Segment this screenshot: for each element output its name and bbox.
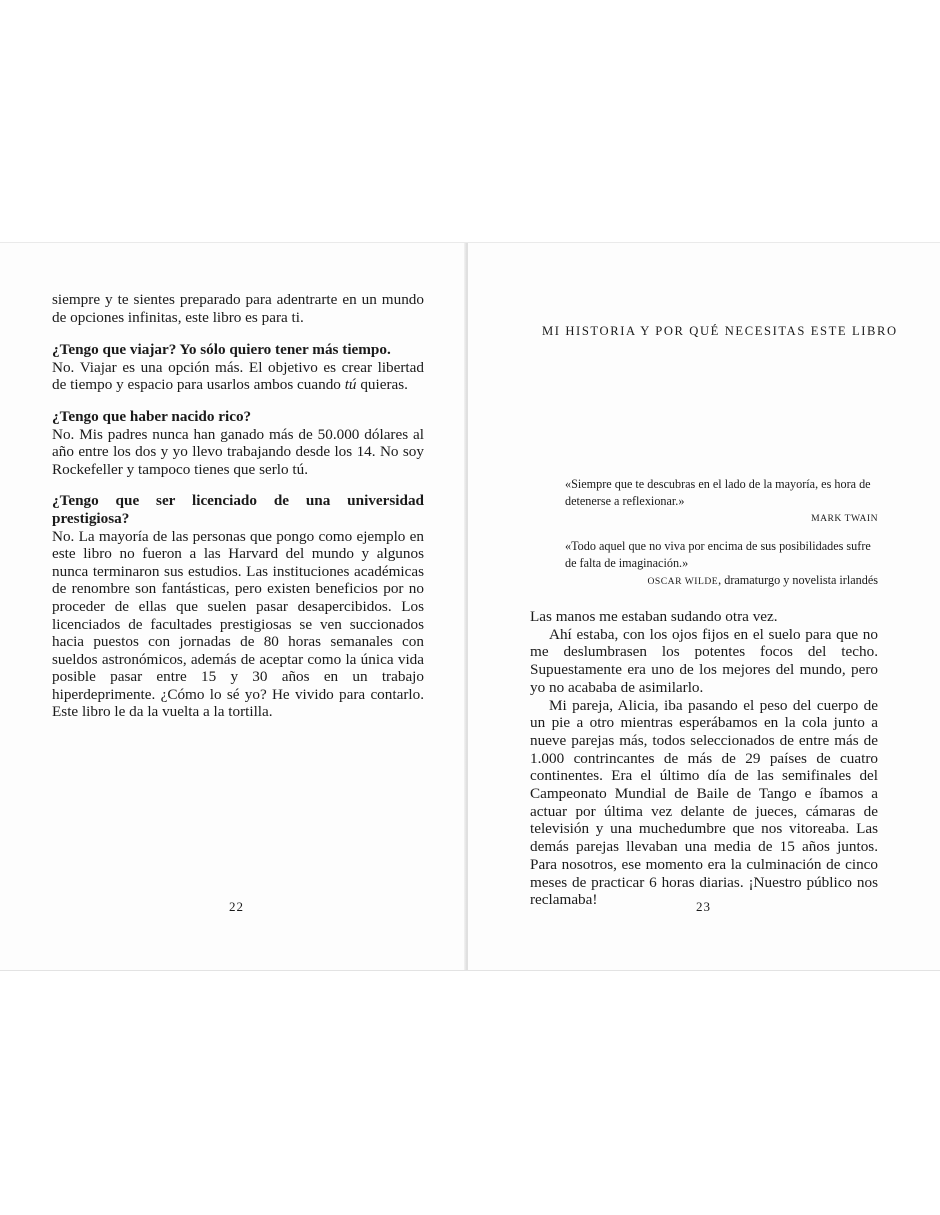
page-number: 23 [696, 899, 711, 914]
faq-question: ¿Tengo que haber nacido rico? [52, 407, 252, 425]
faq-answer-part: quieras. [356, 376, 408, 394]
quote-author-description: , dramaturgo y novelista irlandés [718, 573, 878, 587]
quote-attribution [565, 510, 878, 527]
right-page [468, 243, 940, 970]
faq-answer: No. Mis padres nunca han ganado más de 50.000 dólares al año entre los dos y yo llevo trabajando desde los 14. No soy Rockefeller y tampoco tienes que serlo tú. [52, 425, 424, 478]
epigraph-quote [565, 476, 878, 527]
quote-text: «Siempre que te descubras en el lado de la mayoría, es hora de detenerse a reflexionar.» [565, 477, 871, 508]
faq-answer [52, 359, 424, 394]
intro-paragraph: siempre y te sientes preparado para adentrarte en un mundo de opciones infinitas, este libro es para ti. [52, 291, 424, 326]
faq-answer-part: No. Viajar es una opción más. El objetivo es crear libertad de tiempo y espacio para usarlos ambos cuando [52, 358, 424, 394]
epigraph-quote [565, 538, 878, 590]
faq-question: ¿Tengo que viajar? Yo sólo quiero tener más tiempo. [52, 341, 391, 359]
body-paragraph: Las manos me estaban sudando otra vez. [530, 608, 778, 625]
body-paragraph: Ahí estaba, con los ojos fijos en el suelo para que no me deslumbrasen los potentes focos del techo. Supuestamente era uno de los mejores del mundo, pero yo no acababa de asimilarlo. [530, 625, 878, 696]
faq-question: ¿Tengo que ser licenciado de una universidad prestigiosa? [52, 492, 424, 527]
faq-answer: No. La mayoría de las personas que pongo como ejemplo en este libro no fueron a las Harvard del mundo y algunos nunca terminaron sus estudios. Las instituciones académicas de renombre son fantásticas, pero existen beneficios por no proceder de ellas que suelen pasar desapercibidos. Los licenciados de facultades prestigiosas se ven succionados hacia puestos con jornadas de 80 horas semanales con sueldos astronómicos, además de aceptar como la única vida posible pasar entre 15 y 30 años en un trabajo hiperdeprimente. ¿Cómo lo sé yo? He vivido para contarlo. Este libro le da la vuelta a la tortilla. [52, 527, 424, 721]
quote-text: «Todo aquel que no viva por encima de sus posibilidades sufre de falta de imaginación.» [565, 539, 871, 570]
chapter-title: MI HISTORIA Y POR QUÉ NECESITAS ESTE LIBRO [542, 324, 898, 338]
body-paragraph: Mi pareja, Alicia, iba pasando el peso del cuerpo de un pie a otro mientras esperábamos en la cola junto a nueve parejas más, todos seleccionados de entre más de 1.000 contrincantes de más de 29 países de cuatro continentes. Era el último día de las semifinales del Campeonato Mundial de Baile de Tango e íbamos a actuar por última vez delante de jueces, cámaras de televisión y una muchedumbre que nos vitoreaba. Las demás parejas llevaban una media de 15 años juntos. Para nosotros, ese momento era la culminación de cinco meses de practicar 6 horas diarias. ¡Nuestro público nos reclamaba! [530, 696, 878, 909]
faq-answer-emphasis: tú [344, 376, 357, 394]
book-spread [0, 243, 940, 970]
quote-attribution [565, 572, 878, 590]
chapter-body [530, 608, 878, 909]
left-page [0, 243, 466, 970]
quote-author: OSCAR WILDE [647, 576, 719, 587]
quote-author: MARK TWAIN [811, 513, 878, 524]
left-page-text [52, 291, 424, 735]
page-number: 22 [229, 899, 244, 914]
